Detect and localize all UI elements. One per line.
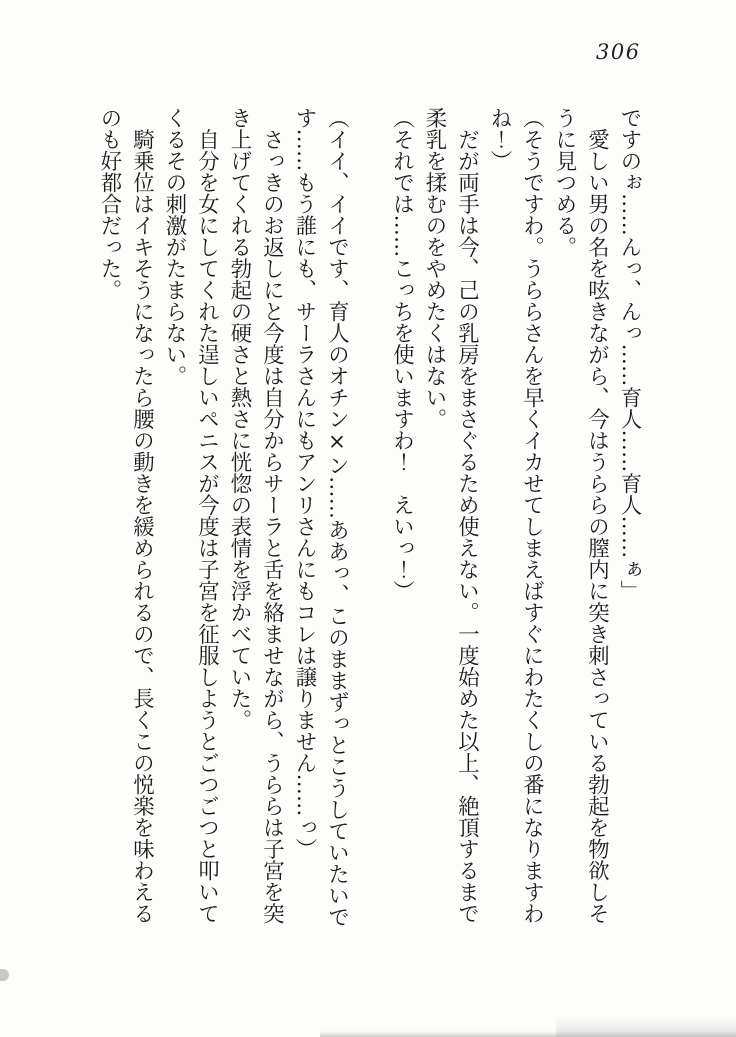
text-line: ね！） [487, 107, 512, 172]
text-line: （それでは……こっちを使いますわ！ えいっ！） [389, 107, 415, 602]
text-line: だが両手は今、己の乳房をまさぐるため使えない。一度始めた以上、絶頂するまで [454, 107, 480, 924]
text-line: き上げてくれる勃起の硬さと熱さに恍惚の表情を浮かべていた。 [227, 107, 252, 731]
text-line: さっきのお返しにと今度は自分からサーラと舌を絡ませながら、うららは子宮を突 [259, 107, 285, 924]
blank-line [353, 107, 386, 945]
text-line: のも好都合だった。 [97, 107, 122, 301]
text-line: （そうですわ。うららさんを早くイカせてしまえばすぐにわたくしの番になりますわ [519, 107, 545, 924]
text-line: くるその刺激がたまらない。 [162, 107, 187, 387]
text-line: ですのぉ……んっ、んっ……育人……育人……ぁ」 [617, 107, 642, 602]
text-line: 柔乳を揉むのをやめたくはない。 [422, 107, 447, 430]
text-line: 愛しい男の名を呟きながら、今はうららの膣内に突き刺さっている勃起を物欲しそ [584, 107, 610, 924]
text-line: 自分を女にしてくれた逞しいペニスが今度は子宮を征服しようとごつごつと叩いて [194, 107, 220, 924]
text-line: 騎乗位はイキそうになったら腰の動きを緩められるので、長くこの悦楽を味わえる [129, 107, 155, 924]
page-number: 306 [596, 40, 641, 64]
text-line: （イイ、イイです、育人のオチン×ン……ああっ、このままずっとこうしていたいで [324, 107, 350, 928]
scan-speck [0, 969, 9, 981]
vertical-text-block [93, 107, 646, 945]
scan-shadow-corner [556, 1017, 736, 1037]
text-line: うに見つめる。 [552, 107, 577, 258]
text-line: す……もう誰にも、サーラさんにもアンリさんにもコレは譲りません……っ） [292, 107, 317, 860]
